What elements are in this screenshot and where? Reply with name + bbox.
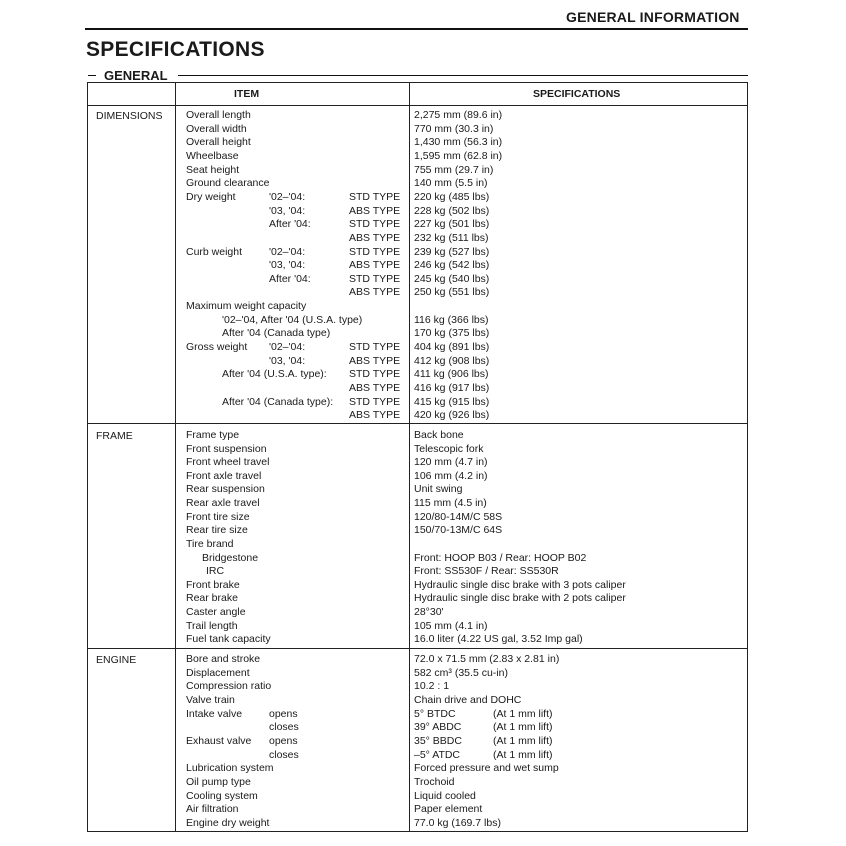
dimensions-row-spec: 420 kg (926 lbs) <box>414 409 490 422</box>
header-divider <box>88 105 747 106</box>
dimensions-row-label: Ground clearance <box>186 177 270 190</box>
dimensions-row-sub2: ABS TYPE <box>349 354 401 367</box>
frame-row <box>88 579 747 593</box>
engine-row-label: Lubrication system <box>186 762 274 775</box>
frame-row-spec: Telescopic fork <box>414 442 484 455</box>
frame-row <box>88 552 747 566</box>
engine-row-sub1: closes <box>269 748 299 761</box>
dimensions-row <box>88 341 747 355</box>
category-dimensions: DIMENSIONS <box>96 110 163 122</box>
frame-row-indent: Bridgestone <box>202 551 259 564</box>
dimensions-row-sub2: STD TYPE <box>349 245 401 258</box>
dimensions-row-indent: After '04 (Canada type) <box>222 327 331 340</box>
dimensions-row <box>88 246 747 260</box>
frame-row-spec: Hydraulic single disc brake with 2 pots caliper <box>414 592 626 605</box>
page-title: SPECIFICATIONS <box>86 38 265 61</box>
dimensions-row-sub1: '02–'04: <box>269 245 306 258</box>
frame-row <box>88 456 747 470</box>
dimensions-row-sub1: '03, '04: <box>269 354 306 367</box>
frame-row-spec: Hydraulic single disc brake with 3 pots caliper <box>414 578 626 591</box>
dimensions-row <box>88 205 747 219</box>
engine-row-spec: Forced pressure and wet sump <box>414 762 559 775</box>
frame-row-spec: 115 mm (4.5 in) <box>414 497 487 510</box>
engine-row <box>88 749 747 763</box>
frame-row-spec: 28°30' <box>414 606 444 619</box>
dimensions-row-sub2: STD TYPE <box>349 218 401 231</box>
frame-row-spec: 106 mm (4.2 in) <box>414 469 488 482</box>
header-rule <box>85 28 748 30</box>
frame-row <box>88 497 747 511</box>
engine-row-spec: 77.0 kg (169.7 lbs) <box>414 816 501 829</box>
frame-row-label: Rear tire size <box>186 524 248 537</box>
dimensions-row <box>88 123 747 137</box>
col-header-specifications: SPECIFICATIONS <box>533 88 621 100</box>
engine-row-label: Cooling system <box>186 789 258 802</box>
frame-row-label: Rear brake <box>186 592 238 605</box>
dimensions-row-spec: 1,430 mm (56.3 in) <box>414 136 503 149</box>
frame-row-label: Trail length <box>186 619 238 632</box>
dimensions-row-spec: 416 kg (917 lbs) <box>414 382 490 394</box>
dimensions-row <box>88 232 747 246</box>
dimensions-row <box>88 396 747 410</box>
frame-row <box>88 511 747 525</box>
dimensions-row <box>88 273 747 287</box>
section-mark <box>88 75 96 76</box>
frame-row-spec: Back bone <box>414 429 464 441</box>
dimensions-row-spec: 770 mm (30.3 in) <box>414 122 494 135</box>
engine-row-label: Intake valve <box>186 707 243 720</box>
col-header-item: ITEM <box>234 88 260 100</box>
engine-row <box>88 735 747 749</box>
dimensions-row-sub1: After '04: <box>269 218 311 231</box>
dimensions-row-sub2: STD TYPE <box>349 395 401 408</box>
engine-row-spec: 39° ABDC <box>414 721 462 734</box>
engine-row <box>88 667 747 681</box>
frame-row-label: Rear axle travel <box>186 497 260 510</box>
dimensions-row-label: Maximum weight capacity <box>186 300 307 313</box>
dimensions-row-spec: 170 kg (375 lbs) <box>414 327 490 340</box>
frame-row <box>88 592 747 606</box>
engine-row-spec: 10.2 : 1 <box>414 680 450 693</box>
dimensions-row-spec: 116 kg (366 lbs) <box>414 313 489 326</box>
dimensions-row-sub2: STD TYPE <box>349 341 401 354</box>
dimensions-row-spec: 228 kg (502 lbs) <box>414 204 490 217</box>
dimensions-row-spec: 245 kg (540 lbs) <box>414 272 490 285</box>
dimensions-row-sub1: '03, '04: <box>269 204 306 217</box>
engine-row-spec2: (At 1 mm lift) <box>493 721 553 734</box>
dimensions-row-sub1: '03, '04: <box>269 259 306 272</box>
frame-row <box>88 565 747 579</box>
dimensions-row <box>88 409 747 423</box>
dimensions-row-sub2: ABS TYPE <box>349 231 401 244</box>
category-frame: FRAME <box>96 430 133 442</box>
frame-row <box>88 606 747 620</box>
frame-row-spec: 150/70-13M/C 64S <box>414 524 503 537</box>
engine-row <box>88 790 747 804</box>
dimensions-row-spec: 227 kg (501 lbs) <box>414 218 490 231</box>
dimensions-row-sub1: After '04: <box>269 272 311 285</box>
engine-row <box>88 653 747 667</box>
engine-row-label: Displacement <box>186 666 250 679</box>
dimensions-row-label: Wheelbase <box>186 149 239 162</box>
dimensions-row-sub2: STD TYPE <box>349 272 401 285</box>
engine-row-spec: 35° BBDC <box>414 734 462 747</box>
frame-row-label: Fuel tank capacity <box>186 633 271 646</box>
dimensions-row-label: Overall length <box>186 109 251 121</box>
frame-row-label: Tire brand <box>186 537 234 550</box>
dimensions-row <box>88 150 747 164</box>
dimensions-row <box>88 327 747 341</box>
frame-row-label: Front axle travel <box>186 469 262 482</box>
dimensions-row-sub2: ABS TYPE <box>349 382 401 394</box>
dimensions-row-label: Overall width <box>186 122 247 135</box>
dimensions-row <box>88 191 747 205</box>
section-divider-engine <box>88 648 747 649</box>
dimensions-row-label: Seat height <box>186 163 240 176</box>
frame-row-label: Front suspension <box>186 442 267 455</box>
header-section-title: GENERAL INFORMATION <box>566 9 740 25</box>
engine-row <box>88 721 747 735</box>
engine-row <box>88 776 747 790</box>
engine-row-label: Exhaust valve <box>186 734 252 747</box>
frame-row <box>88 620 747 634</box>
dimensions-row-spec: 2,275 mm (89.6 in) <box>414 109 503 121</box>
frame-row-spec: 120 mm (4.7 in) <box>414 456 488 469</box>
engine-row-spec: Paper element <box>414 803 483 816</box>
frame-row-label: Front wheel travel <box>186 456 270 469</box>
engine-row-label: Bore and stroke <box>186 653 261 665</box>
category-engine: ENGINE <box>96 654 137 666</box>
frame-row-label: Rear suspension <box>186 483 265 496</box>
dimensions-row-spec: 404 kg (891 lbs) <box>414 341 490 354</box>
frame-row <box>88 538 747 552</box>
engine-row-spec: Chain drive and DOHC <box>414 693 522 706</box>
dimensions-row-spec: 411 kg (906 lbs) <box>414 368 489 381</box>
engine-row-label: Engine dry weight <box>186 816 270 829</box>
dimensions-row <box>88 368 747 382</box>
dimensions-row <box>88 218 747 232</box>
dimensions-row-sub1: '02–'04: <box>269 341 306 354</box>
engine-row <box>88 708 747 722</box>
dimensions-row <box>88 286 747 300</box>
dimensions-row-spec: 239 kg (527 lbs) <box>414 245 490 258</box>
dimensions-row-spec: 140 mm (5.5 in) <box>414 177 488 190</box>
section-divider-frame <box>88 423 747 424</box>
engine-row-sub1: opens <box>269 734 298 747</box>
frame-row-spec: 120/80-14M/C 58S <box>414 510 503 523</box>
frame-row-indent: IRC <box>206 565 225 578</box>
dimensions-row-indent: '02–'04, After '04 (U.S.A. type) <box>222 313 363 326</box>
dimensions-row-spec: 250 kg (551 lbs) <box>414 286 490 299</box>
section-rule <box>178 75 748 76</box>
dimensions-row-label: Curb weight <box>186 245 243 258</box>
dimensions-row-spec: 415 kg (915 lbs) <box>414 395 490 408</box>
engine-row-sub1: opens <box>269 707 298 720</box>
dimensions-row-spec: 232 kg (511 lbs) <box>414 231 489 244</box>
dimensions-row-sub1: '02–'04: <box>269 190 306 203</box>
section-title: GENERAL <box>104 68 172 83</box>
engine-row-spec: 72.0 x 71.5 mm (2.83 x 2.81 in) <box>414 653 560 665</box>
frame-row-spec: Front: SS530F / Rear: SS530R <box>414 565 559 578</box>
dimensions-row-label: Overall height <box>186 136 251 149</box>
engine-row <box>88 762 747 776</box>
frame-row <box>88 524 747 538</box>
frame-row <box>88 633 747 647</box>
engine-row-spec2: (At 1 mm lift) <box>493 748 553 761</box>
engine-row-spec2: (At 1 mm lift) <box>493 707 553 720</box>
dimensions-row <box>88 382 747 396</box>
dimensions-row-indent: After '04 (Canada type): <box>222 395 334 408</box>
dimensions-row-sub2: ABS TYPE <box>349 409 401 422</box>
dimensions-row <box>88 164 747 178</box>
frame-row-label: Front tire size <box>186 510 250 523</box>
frame-row <box>88 429 747 443</box>
dimensions-row-spec: 220 kg (485 lbs) <box>414 190 490 203</box>
spec-table <box>87 82 748 832</box>
frame-row-spec: 16.0 liter (4.22 US gal, 3.52 Imp gal) <box>414 633 583 646</box>
frame-row <box>88 443 747 457</box>
dimensions-row-sub2: STD TYPE <box>349 368 401 381</box>
dimensions-row-spec: 412 kg (908 lbs) <box>414 354 490 367</box>
dimensions-row-indent: After '04 (U.S.A. type): <box>222 368 327 381</box>
engine-row-spec: 582 cm³ (35.5 cu-in) <box>414 666 508 679</box>
engine-row-spec: Trochoid <box>414 775 455 788</box>
frame-row <box>88 483 747 497</box>
dimensions-row <box>88 300 747 314</box>
engine-row-label: Valve train <box>186 693 235 706</box>
dimensions-row <box>88 355 747 369</box>
frame-row-spec: Front: HOOP B03 / Rear: HOOP B02 <box>414 551 587 564</box>
frame-row-spec: Unit swing <box>414 483 463 496</box>
dimensions-row <box>88 136 747 150</box>
frame-row <box>88 470 747 484</box>
frame-row-label: Frame type <box>186 429 240 441</box>
frame-row-label: Front brake <box>186 578 240 591</box>
dimensions-row-spec: 755 mm (29.7 in) <box>414 163 494 176</box>
dimensions-row <box>88 314 747 328</box>
dimensions-row-sub2: ABS TYPE <box>349 259 401 272</box>
dimensions-row-spec: 1,595 mm (62.8 in) <box>414 149 503 162</box>
dimensions-row-label: Gross weight <box>186 341 248 354</box>
dimensions-row-spec: 246 kg (542 lbs) <box>414 259 490 272</box>
dimensions-row-sub2: STD TYPE <box>349 190 401 203</box>
engine-row-label: Compression ratio <box>186 680 272 693</box>
dimensions-row <box>88 177 747 191</box>
engine-row <box>88 817 747 831</box>
engine-row-spec: 5° BTDC <box>414 707 456 720</box>
engine-row <box>88 803 747 817</box>
engine-row <box>88 680 747 694</box>
dimensions-row-label: Dry weight <box>186 190 236 203</box>
frame-row-spec: 105 mm (4.1 in) <box>414 619 488 632</box>
engine-row-sub1: closes <box>269 721 299 734</box>
dimensions-row <box>88 259 747 273</box>
dimensions-row-sub2: ABS TYPE <box>349 286 401 299</box>
dimensions-row-sub2: ABS TYPE <box>349 204 401 217</box>
frame-row-label: Caster angle <box>186 606 246 619</box>
dimensions-row <box>88 109 747 123</box>
engine-row-label: Air filtration <box>186 803 239 816</box>
engine-row-spec: –5° ATDC <box>414 748 461 761</box>
engine-row <box>88 694 747 708</box>
engine-row-spec: Liquid cooled <box>414 789 476 802</box>
engine-row-label: Oil pump type <box>186 775 251 788</box>
engine-row-spec2: (At 1 mm lift) <box>493 734 553 747</box>
